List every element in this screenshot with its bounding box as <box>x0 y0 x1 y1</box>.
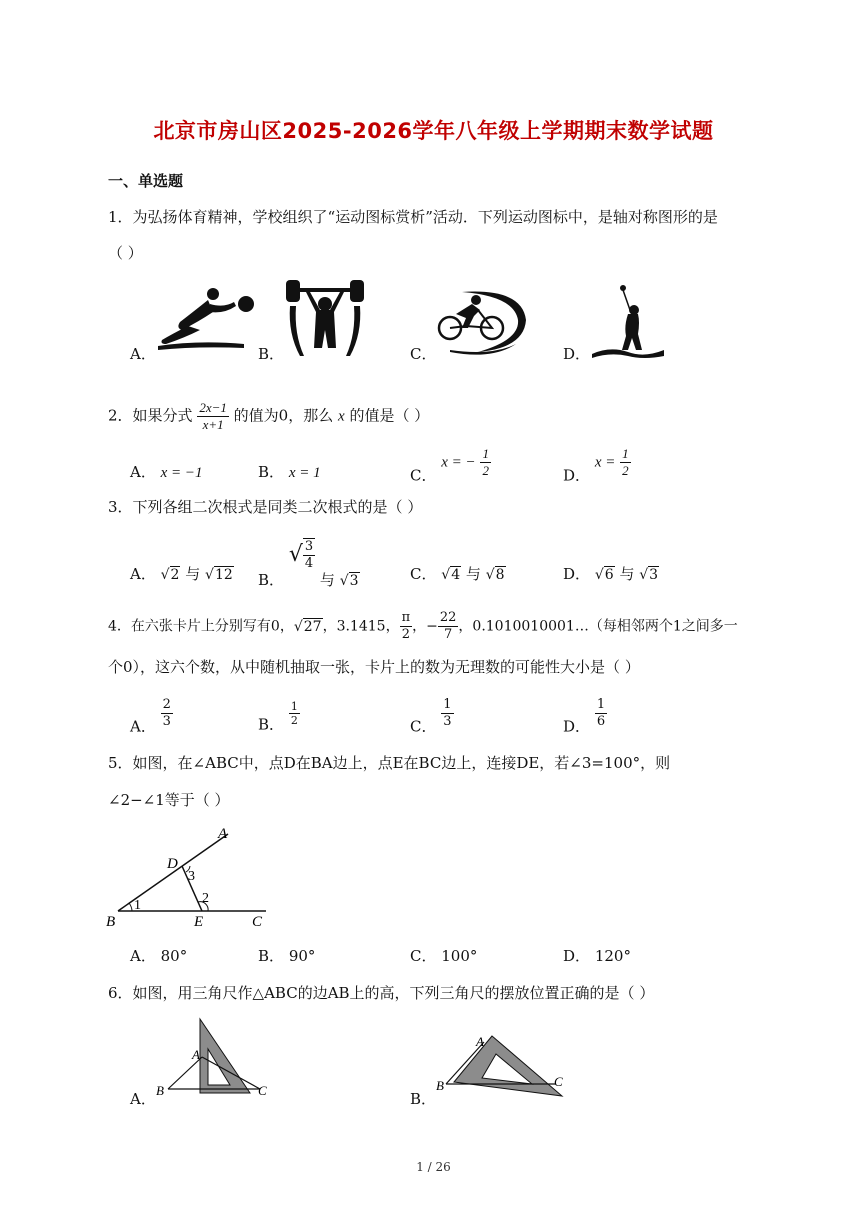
q4-option-d <box>563 697 607 737</box>
q6-b-label-a: A <box>476 1034 484 1049</box>
q6-a-label-a: A <box>192 1047 200 1062</box>
q2-option-c-lhs: x = − <box>441 454 476 471</box>
q4-n1: ，3.1415， <box>322 618 400 635</box>
q2-frac-den: x+1 <box>202 417 224 432</box>
q3-option-c-label: C． <box>410 565 437 583</box>
golf-icon <box>590 280 666 360</box>
q6-b-label-b: B <box>436 1078 444 1093</box>
q2-text <box>108 400 429 433</box>
q5-label-c: C <box>252 914 263 930</box>
q4-sqrt27: √27 <box>293 618 322 635</box>
q4-option-b-frac: $\frac{1}{2}$ <box>290 700 298 727</box>
q6-figure-b <box>432 1030 572 1102</box>
q5-angle-2: 2 <box>202 891 209 906</box>
q5-label-b: B <box>106 914 116 930</box>
q4-line1 <box>108 610 738 643</box>
q4-option-c-frac: $\frac{1}{3}$ <box>443 697 452 729</box>
q3-option-a <box>130 563 234 584</box>
q2-option-c-frac <box>480 446 491 479</box>
q2-option-c-label: C． <box>410 466 437 485</box>
q5-option-c-label: C． <box>410 947 437 965</box>
q6-b-label-c: C <box>554 1074 563 1089</box>
q2-option-b-label: B． <box>258 463 285 481</box>
q3-option-b-label: B． <box>258 571 285 589</box>
q5-option-b-label: B． <box>258 947 285 965</box>
q3-option-c <box>410 563 506 584</box>
q5-option-a-label: A． <box>130 947 156 965</box>
q5-label-d: D <box>167 856 178 872</box>
q3-option-b-conj: 与 <box>319 571 335 589</box>
q2-option-a-label: A． <box>130 463 156 481</box>
q2-option-d-label: D． <box>563 466 591 485</box>
q2-option-d-num: 1 <box>622 446 629 461</box>
q5-option-d <box>563 945 631 966</box>
q5-figure <box>100 822 280 932</box>
q2-middle: 的值为0，那么 <box>233 406 334 425</box>
q4-neg: − <box>426 618 438 635</box>
q2-option-a-math: x = −1 <box>160 465 203 481</box>
q2-frac-num: 2x−1 <box>199 400 227 415</box>
q6-option-a-label: A． <box>130 1090 156 1108</box>
q3-option-d-label: D． <box>563 565 591 583</box>
q1-option-a-label: A． <box>130 345 156 363</box>
q6-figure-a <box>150 1015 280 1105</box>
q5-angle-1: 1 <box>134 898 141 913</box>
q3-option-c-sqrt1: √4 <box>441 567 461 583</box>
q3-option-b <box>258 538 360 590</box>
q2-option-a <box>130 461 203 482</box>
q3-option-d-sqrt2: √3 <box>639 567 659 583</box>
page-title: 北京市房山区2025-2026学年八年级上学期期末数学试题 <box>153 119 714 143</box>
q2-option-d-lhs: x = <box>594 454 616 471</box>
q3-option-a-label: A． <box>130 565 156 583</box>
q4-option-c-label: C． <box>410 717 437 736</box>
q6-a-label-c: C <box>258 1083 267 1098</box>
volleyball-icon <box>158 282 258 354</box>
q2-fraction <box>197 400 229 433</box>
q2-option-d-den: 2 <box>622 463 629 478</box>
q4-option-a <box>130 697 173 737</box>
q4-option-d-frac: $\frac{1}{6}$ <box>596 697 606 729</box>
q2-option-d <box>563 446 631 486</box>
q2-suffix: 的值是（ ） <box>349 406 430 425</box>
q3-option-a-sqrt2: √12 <box>205 567 233 583</box>
q6-option-b-label: B． <box>410 1090 437 1108</box>
q4-pi-frac: $\frac{\pi}{2}$ <box>401 610 411 642</box>
q4-option-a-label: A． <box>130 717 156 736</box>
q5-label-a: A <box>218 826 228 842</box>
q5-line2: ∠2−∠1等于（ ） <box>108 791 230 809</box>
q3-text: 3．下列各组二次根式是同类二次根式的是（ ） <box>108 498 423 516</box>
q5-option-a <box>130 945 187 966</box>
q3-option-d-conj: 与 <box>619 565 635 583</box>
q3-option-d-sqrt1: √6 <box>594 567 614 583</box>
q2-var: x <box>337 408 345 425</box>
q5-option-b-value: 90° <box>288 947 316 965</box>
q5-line1: 5．如图，在∠ABC中，点D在BA边上，点E在BC边上，连接DE，若∠3=100°，则 <box>108 754 671 772</box>
q5-option-c <box>410 945 477 966</box>
q2-option-c-den: 2 <box>482 463 489 478</box>
q2-prefix: 2．如果分式 <box>108 406 193 425</box>
q4-n2: ，0.1010010001…（每相邻两个1之间多一 <box>458 618 738 635</box>
q4-option-c <box>410 697 454 737</box>
q2-option-b <box>258 461 321 482</box>
q6-text: 6．如图，用三角尺作△ABC的边AB上的高，下列三角尺的摆放位置正确的是（ ） <box>108 984 655 1002</box>
q2-option-c <box>410 446 491 486</box>
q3-option-b-sqrt2: √3 <box>339 573 359 589</box>
q5-label-e: E <box>194 914 204 930</box>
q5-angle-3: 3 <box>188 869 195 884</box>
q5-option-b <box>258 945 315 966</box>
q4-option-a-frac: $\frac{2}{3}$ <box>162 697 171 729</box>
q4-line2: 个0），这六个数，从中随机抽取一张，卡片上的数为无理数的可能性大小是（ ） <box>108 658 640 676</box>
q4-option-b-label: B． <box>258 715 285 734</box>
q1-option-b-label: B． <box>258 345 285 363</box>
q5-option-a-value: 80° <box>160 947 188 965</box>
q1-paren: （ ） <box>108 244 143 262</box>
q3-option-c-sqrt2: √8 <box>485 567 505 583</box>
q4-prefix: 4．在六张卡片上分别写有0， <box>108 618 294 635</box>
q2-option-c-num: 1 <box>482 446 489 461</box>
q1-option-d-label: D． <box>563 345 591 363</box>
q2-option-b-math: x = 1 <box>288 465 321 481</box>
cycling-icon <box>432 286 528 356</box>
q5-option-d-value: 120° <box>594 947 631 965</box>
q3-option-b-sqrt1: √ $\frac{3}{4}$ <box>288 539 314 571</box>
q3-option-c-conj: 与 <box>465 565 481 583</box>
q1-option-c-label: C． <box>410 345 437 363</box>
q1-text: 1．为弘扬体育精神，学校组织了“运动图标赏析”活动．下列运动图标中，是轴对称图形的是 <box>108 208 718 226</box>
q3-option-a-sqrt1: √2 <box>160 567 180 583</box>
weightlifting-icon <box>284 276 366 358</box>
q3-option-d <box>563 563 659 584</box>
q6-a-label-b: B <box>156 1083 164 1098</box>
q5-option-c-value: 100° <box>441 947 478 965</box>
page-number: 1 / 26 <box>416 1160 451 1174</box>
q4-option-d-label: D． <box>563 717 591 736</box>
q4-comma: ， <box>412 618 427 635</box>
section-heading: 一、单选题 <box>108 172 184 190</box>
q4-frac-22-7: $\frac{22}{7}$ <box>439 610 457 642</box>
q4-option-b <box>258 700 300 735</box>
q2-option-d-frac <box>620 446 631 479</box>
q3-option-a-conj: 与 <box>185 565 201 583</box>
q5-option-d-label: D． <box>563 947 591 965</box>
